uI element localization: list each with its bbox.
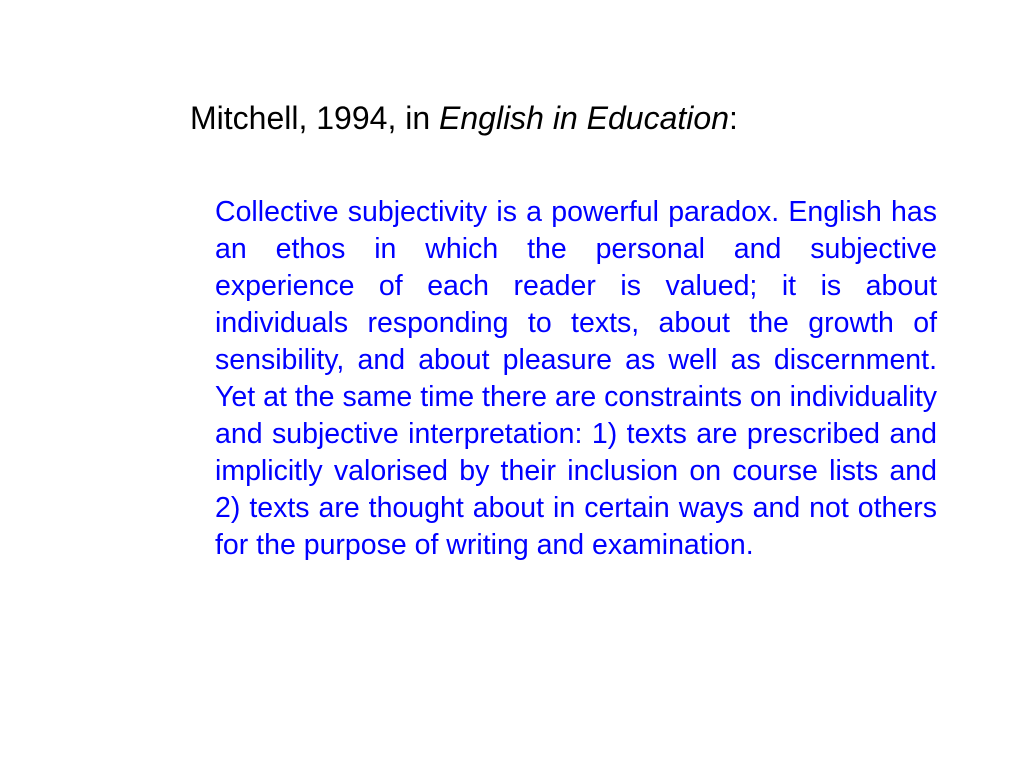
citation-heading <box>190 98 738 138</box>
citation-author-year: Mitchell, 1994, in <box>190 100 440 136</box>
citation-colon: : <box>728 100 738 136</box>
quote-paragraph: Collective subjectivity is a powerful paradox. English has an ethos in which the personal and subjective experience of each reader is valued; it is about individuals responding to texts, about the growth of sensibility, and about pleasure as well as discernment. Yet at the same time there are constraints on individuality and subjective interpretation: 1) texts are prescribed and implicitly valorised by their inclusion on course lists and 2) texts are thought about in certain ways and not others for the purpose of writing and examination. <box>215 196 937 561</box>
citation-source-title: English in Education <box>439 100 729 136</box>
